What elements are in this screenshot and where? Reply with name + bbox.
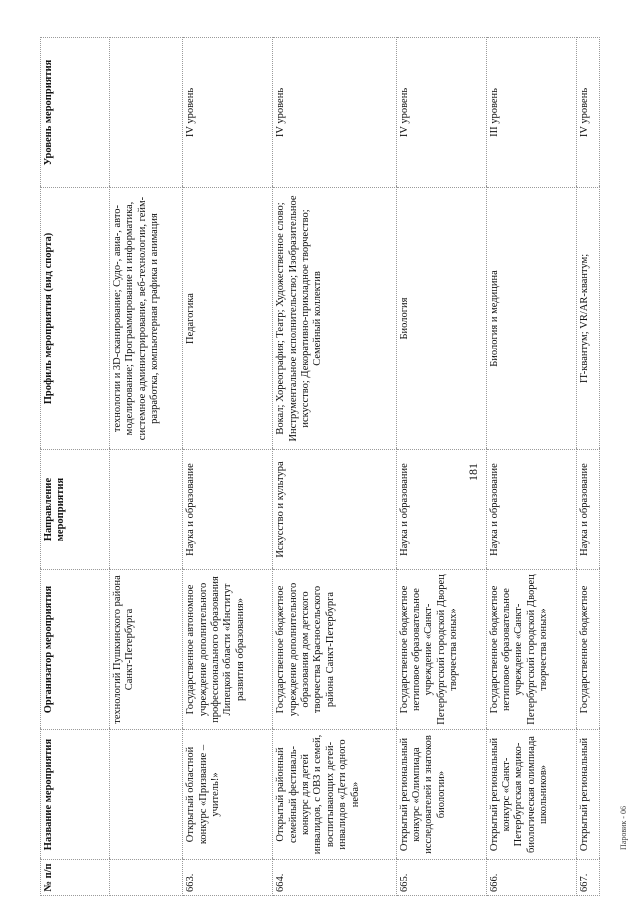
row-profile: технологии и 3D-сканирование; Судо-, авиа-, авто-моделирование; Программирование и информатика, системное администрирование, веб-технологии, гейм-разработка, компьютерная графика и анимация — [110, 188, 183, 450]
events-table-wrapper — [40, 38, 600, 896]
table-row — [576, 38, 599, 896]
row-profile: Вокал; Хореография; Театр; Художественное слово; Инструментальное исполнительство; Изобразительное искусство; Декоративно-прикладное творчество; Семейный коллектив — [273, 188, 396, 450]
row-level: IV уровень — [576, 38, 599, 188]
header-level: Уровень мероприятия — [41, 38, 110, 188]
row-num: 667. — [576, 860, 599, 896]
row-organizer: Государственное бюджетное учреждение дополнительного образования дом детского творчества Красносельского района Санкт-Петербурга — [273, 570, 396, 730]
row-level: III уровень — [486, 38, 576, 188]
row-organizer: Государственное бюджетное — [576, 570, 599, 730]
row-name: Открытый областной конкурс «Призвание – учитель!» — [183, 730, 273, 860]
table-row — [183, 38, 273, 896]
row-name: Открытый региональный конкурс «Санкт-Петербургская медико-биологическая олимпиада школьников» — [486, 730, 576, 860]
events-table — [40, 37, 600, 896]
header-organizer: Организатор мероприятия — [41, 570, 110, 730]
row-level: IV уровень — [183, 38, 273, 188]
row-direction: Наука и образование — [396, 450, 486, 570]
row-level — [110, 38, 183, 188]
row-organizer: Государственное бюджетное нетиповое образовательное учреждение «Санкт-Петербургский городской Дворец творчества юных» — [396, 570, 486, 730]
row-direction: Наука и образование — [486, 450, 576, 570]
row-num — [110, 860, 183, 896]
row-direction: Искусство и культура — [273, 450, 396, 570]
table-header-row — [41, 38, 110, 896]
row-organizer: Государственное автономное учреждение дополнительного профессионального образования Липецкой области «Институт развития образования» — [183, 570, 273, 730]
row-level: IV уровень — [273, 38, 396, 188]
table-row — [110, 38, 183, 896]
row-name: Открытый районный семейный фестиваль-конкурс для детей инвалидов, с ОВЗ и семей, воспитывающих детей-инвалидов «Дети одного неба» — [273, 730, 396, 860]
page-number: 181 — [466, 463, 480, 481]
row-num: 664. — [273, 860, 396, 896]
row-name — [110, 730, 183, 860]
row-name: Открытый региональный конкурс «Олимпиада исследователей и знатоков биологии» — [396, 730, 486, 860]
row-direction: Наука и образование — [576, 450, 599, 570]
row-organizer: технологий Пушкинского района Санкт-Петербурга — [110, 570, 183, 730]
table-row — [486, 38, 576, 896]
row-organizer: Государственное бюджетное нетиповое образовательное учреждение «Санкт-Петербургский городской Дворец творчества юных» — [486, 570, 576, 730]
row-num: 665. — [396, 860, 486, 896]
footer-note: Паровик - 06 — [619, 806, 628, 850]
row-profile: Педагогика — [183, 188, 273, 450]
header-num: № п/п — [41, 860, 110, 896]
row-name: Открытый региональный — [576, 730, 599, 860]
row-profile: Биология — [396, 188, 486, 450]
header-direction: Направление мероприятия — [41, 450, 110, 570]
row-direction: Наука и образование — [183, 450, 273, 570]
table-row — [396, 38, 486, 896]
row-profile: IT-квантум; VR/AR-квантум; — [576, 188, 599, 450]
table-row — [273, 38, 396, 896]
row-direction — [110, 450, 183, 570]
row-num: 666. — [486, 860, 576, 896]
header-profile: Профиль мероприятия (вид спорта) — [41, 188, 110, 450]
row-level: IV уровень — [396, 38, 486, 188]
header-name: Название мероприятия — [41, 730, 110, 860]
row-num: 663. — [183, 860, 273, 896]
row-profile: Биология и медицина — [486, 188, 576, 450]
